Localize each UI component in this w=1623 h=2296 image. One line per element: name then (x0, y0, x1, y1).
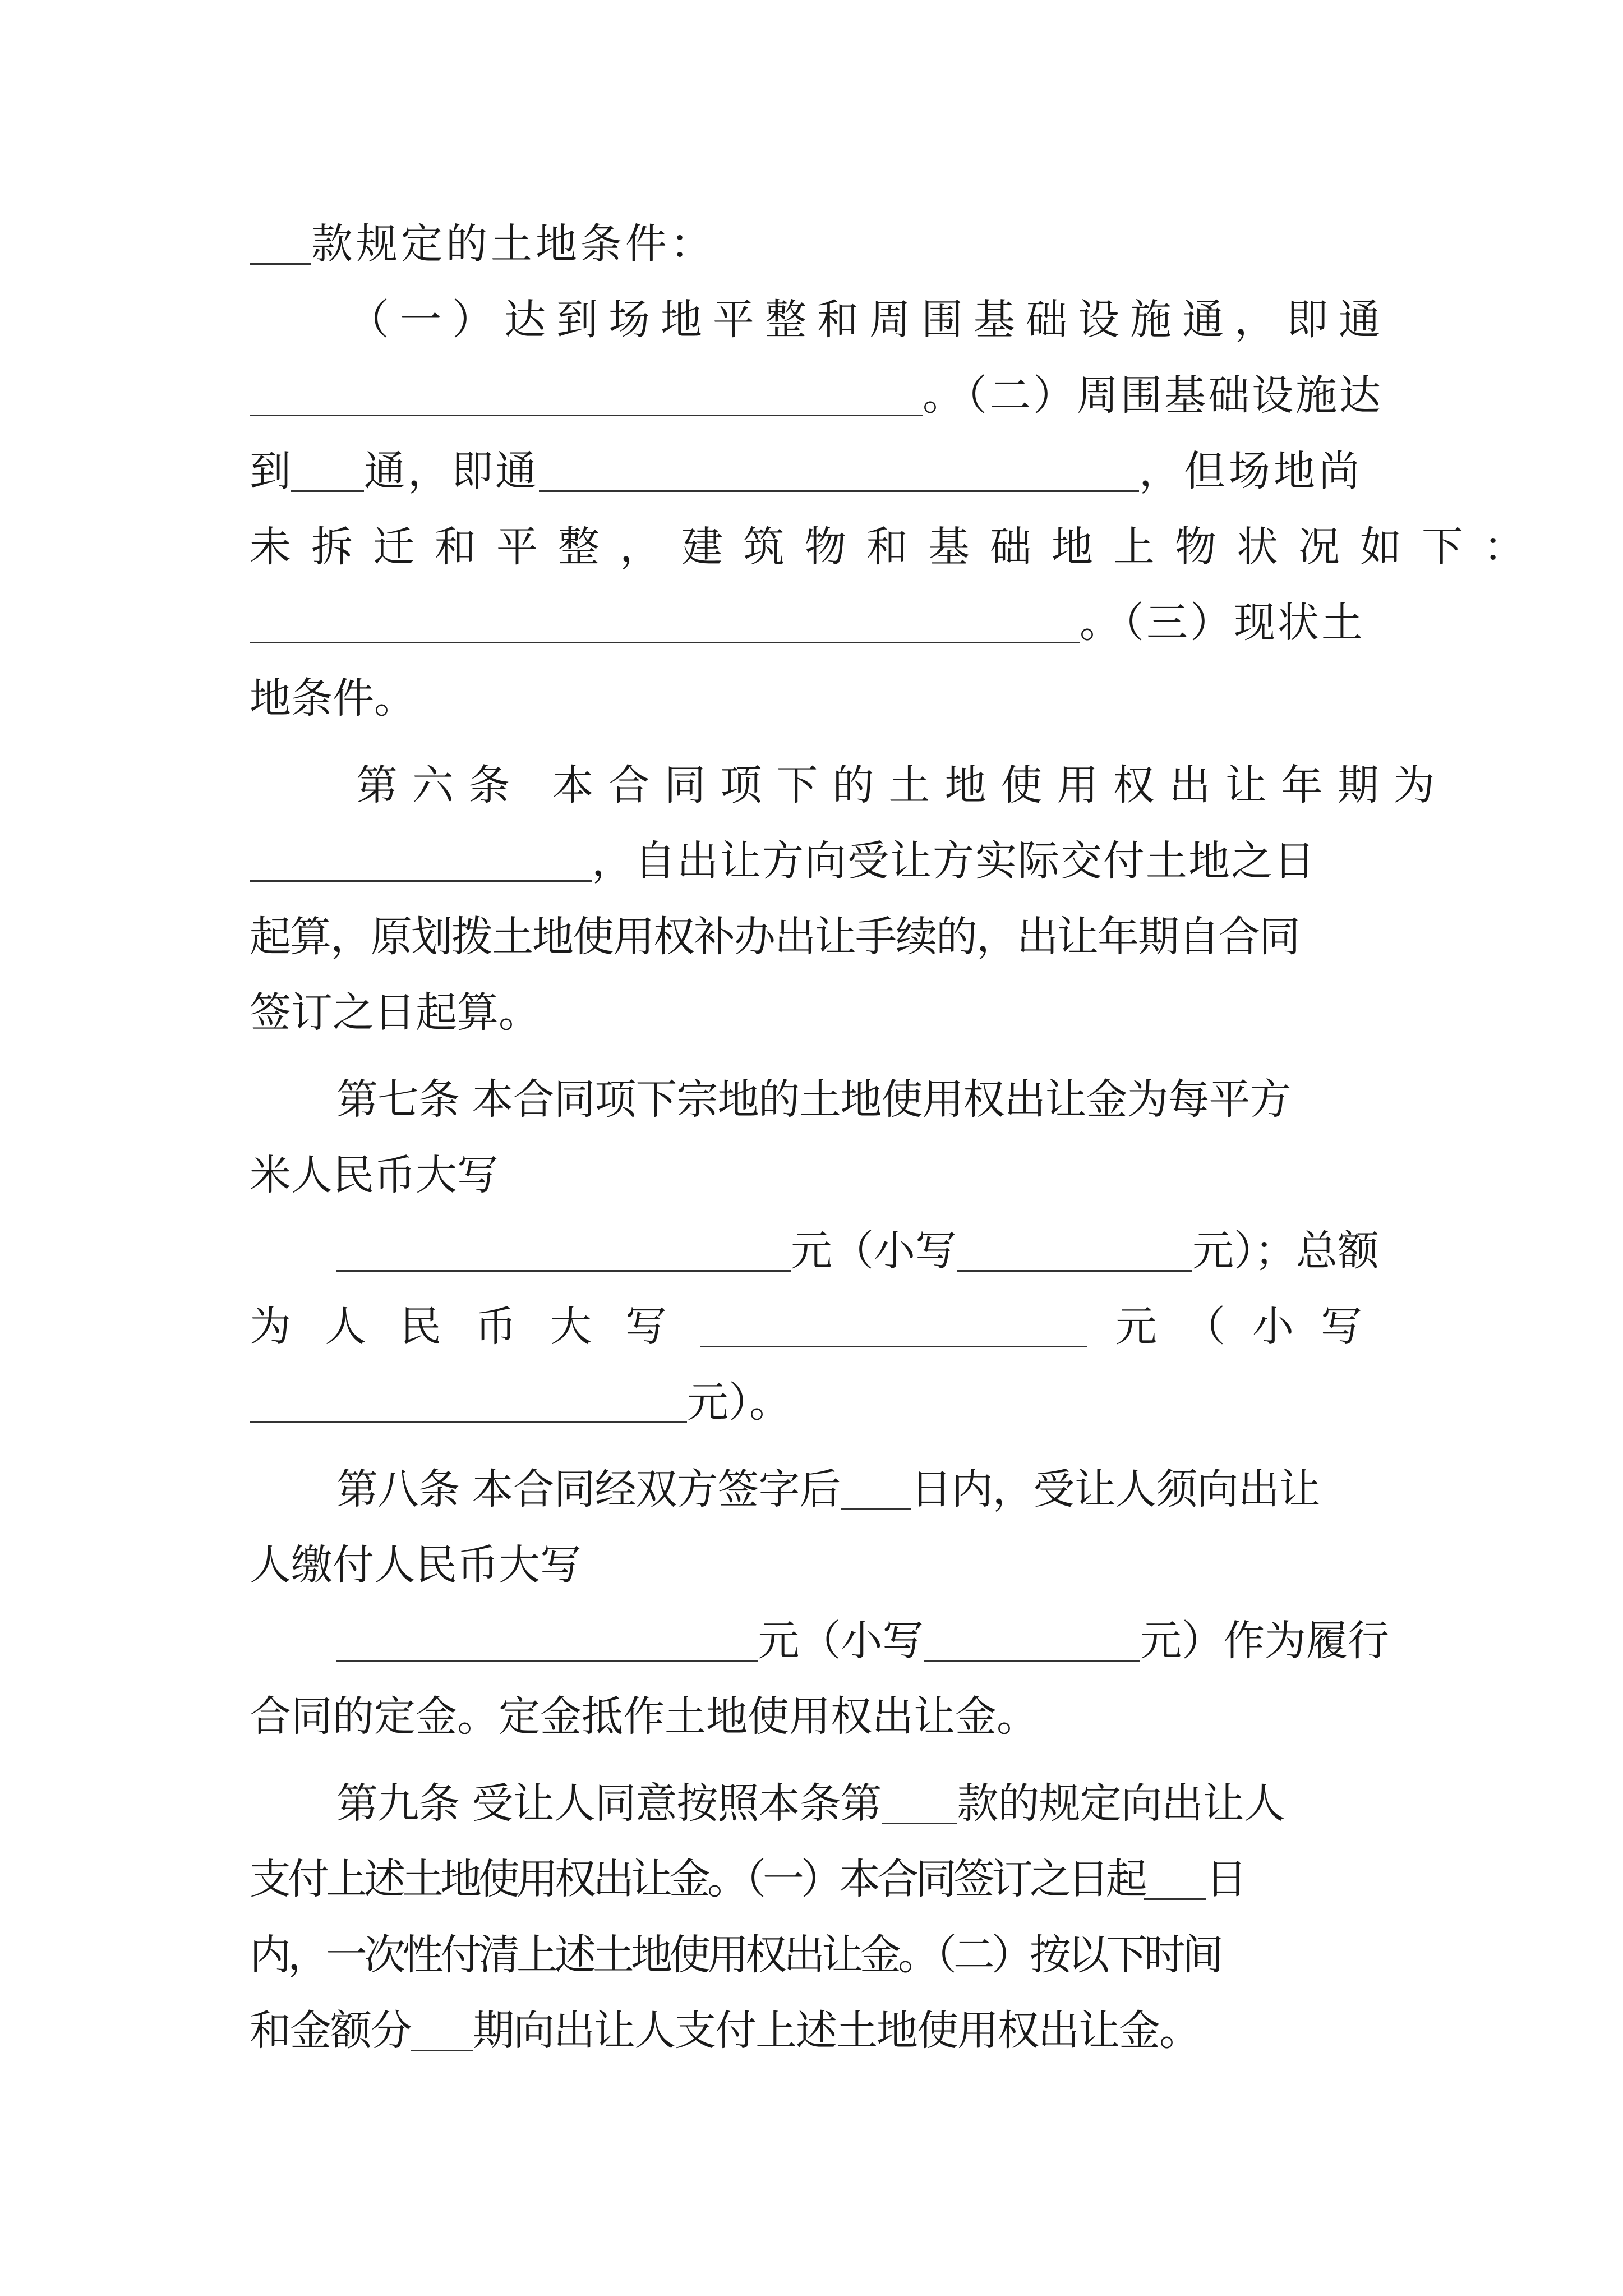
text-line (250, 508, 1545, 586)
text-line (250, 1840, 1389, 1918)
text-segment: 和金额分 (250, 2007, 411, 2055)
fill-blank (924, 1626, 1140, 1662)
fill-blank (841, 1475, 911, 1510)
text-line (250, 973, 1389, 1052)
text-segment: 款的规定向出让人 (957, 1779, 1285, 1828)
fill-blank (250, 846, 592, 882)
text-line (250, 583, 1389, 662)
text-segment: 元（小写 (1115, 1303, 1389, 1351)
text-segment: 签订之日起算。 (250, 988, 540, 1037)
text-segment: 期向出让人支付上述土地使用权出让金。 (473, 2007, 1200, 2055)
fill-blank (882, 1789, 957, 1824)
text-segment: 内，一次性付清上述土地使用权出让金。（二）按以下时间 (250, 1931, 1220, 1979)
text-segment: 米人民币大写 (250, 1151, 499, 1199)
text-line (336, 1450, 1389, 1529)
text-line (250, 1991, 1389, 2070)
text-segment: 支付上述土地使用权出让金。（一）本合同签订之日起 (250, 1855, 1144, 1903)
text-segment: 元）。 (687, 1378, 791, 1427)
text-segment: 日内，受让人须向出让 (910, 1465, 1320, 1513)
fill-blank (291, 457, 364, 492)
text-line (250, 1916, 1389, 1994)
text-line (250, 1287, 1389, 1366)
fill-blank (250, 229, 311, 265)
text-segment: 。（二）周围基础设施达 (923, 371, 1383, 420)
fill-blank (336, 1626, 758, 1662)
fill-blank (957, 1236, 1192, 1272)
fill-blank (336, 1236, 791, 1272)
fill-blank (250, 608, 1080, 643)
text-segment: 通，即通 (364, 447, 539, 495)
fill-blank (250, 1388, 687, 1423)
text-line (250, 1363, 1389, 1442)
fill-blank (411, 2016, 473, 2051)
text-segment: （一）达到场地平整和周围基础设施 (348, 296, 1182, 344)
text-line (336, 1602, 1389, 1680)
text-segment: 元）作为履行 (1140, 1617, 1389, 1665)
text-segment: 元）；总额 (1192, 1227, 1379, 1275)
text-segment: 日 (1206, 1855, 1247, 1903)
text-segment: 未拆迁和平整，建筑物和基础地上物状况如下： (250, 523, 1545, 571)
text-line (356, 746, 1450, 825)
text-segment: 元（小写 (791, 1227, 957, 1275)
text-line (250, 1136, 1389, 1214)
text-segment: 。（三）现状土 (1080, 599, 1365, 647)
text-line (336, 1212, 1389, 1290)
text-line (336, 1060, 1389, 1139)
text-line (250, 356, 1389, 435)
text-line (250, 898, 1389, 976)
text-line (250, 1677, 1389, 1756)
fill-blank (250, 381, 923, 416)
fill-blank (1144, 1865, 1206, 1900)
fill-blank (539, 457, 1139, 492)
text-segment: 地条件。 (250, 674, 416, 723)
text-segment: 第八条 本合同经双方签字后 (336, 1465, 841, 1513)
text-line (250, 659, 1389, 738)
text-segment: 款规定的土地条件： (311, 220, 715, 268)
text-segment: 通，即通 (1182, 296, 1391, 344)
text-segment: 第七条 本合同项下宗地的土地使用权出让金为每平方 (336, 1075, 1291, 1124)
text-segment: 人缴付人民币大写 (250, 1541, 582, 1589)
text-line (336, 1764, 1389, 1843)
text-line (250, 432, 1389, 510)
text-segment: ，但场地尚 (1139, 447, 1363, 495)
text-segment: 到 (250, 447, 291, 495)
text-line (250, 205, 1389, 283)
text-line (250, 1526, 1389, 1604)
text-segment: 起算，原划拨土地使用权补办出让手续的，出让年期自合同 (250, 913, 1299, 961)
text-segment: 为人民币大写 (250, 1303, 700, 1351)
text-segment: 第九条 受让人同意按照本条第 (336, 1779, 882, 1828)
fill-blank (700, 1312, 1087, 1347)
text-segment: 第六条 本合同项下的土地使用权出让年期为 (356, 761, 1450, 809)
text-segment: 元（小写 (758, 1617, 924, 1665)
text-segment: 合同的定金。定金抵作土地使用权出让金。 (250, 1692, 1038, 1741)
text-line (348, 280, 1389, 359)
text-line (250, 822, 1389, 900)
text-segment: ，自出让方向受让方实际交付土地之日 (592, 837, 1316, 885)
